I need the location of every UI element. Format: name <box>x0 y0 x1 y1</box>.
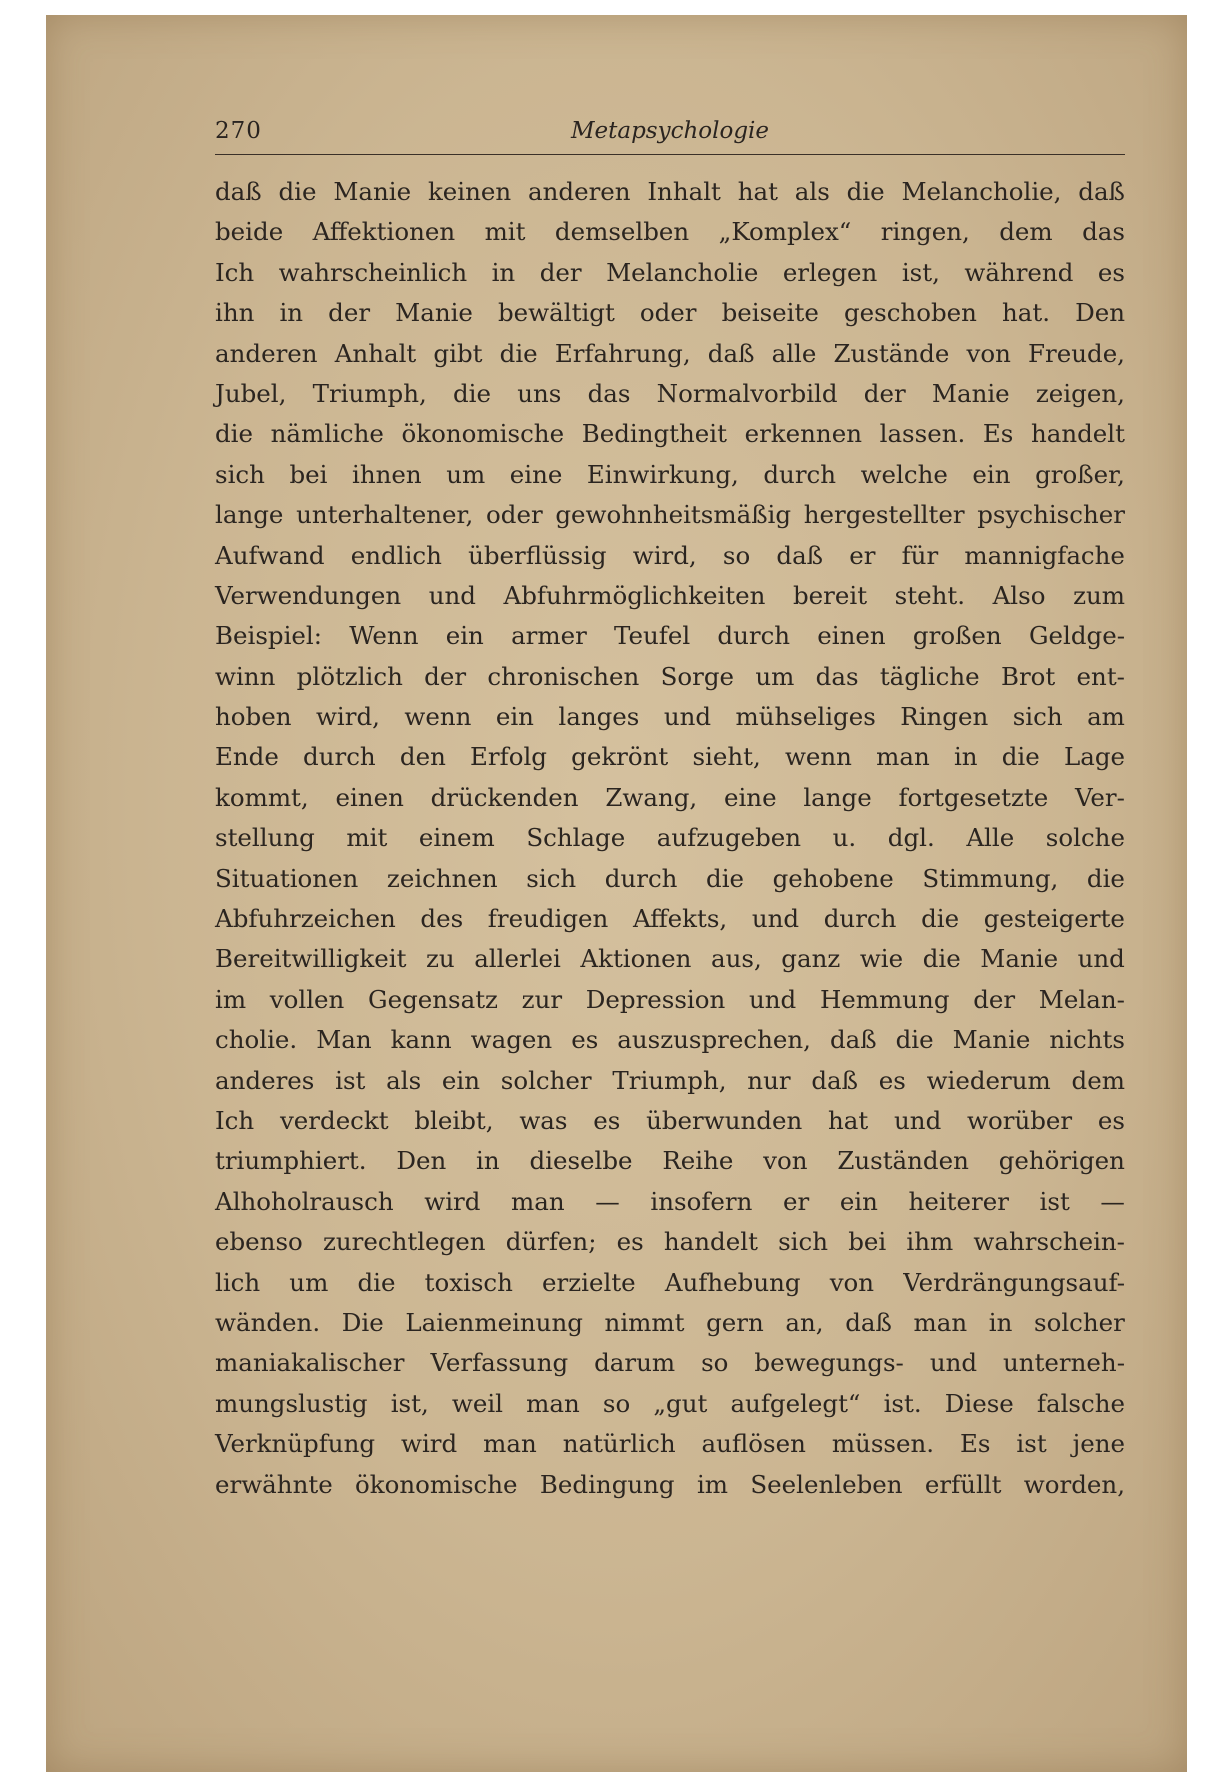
text-line: Jubel, Triumph, die uns das Normalvorbild der Manie zeigen, <box>215 378 1125 408</box>
text-line: Ende durch den Erfolg gekrönt sieht, wenn man in die Lage <box>215 742 1125 772</box>
text-line: beide Affektionen mit demselben „Komplex“ ringen, dem das <box>215 217 1125 247</box>
text-line: Alhoholrausch wird man — insofern er ein heiterer ist — <box>215 1186 1125 1216</box>
text-line: lich um die toxisch erzielte Aufhebung von Verdrängungsauf- <box>215 1267 1125 1297</box>
text-line: lange unterhaltener, oder gewohnheitsmäßig hergestellter psychischer <box>215 500 1125 530</box>
text-line: die nämliche ökonomische Bedingtheit erkennen lassen. Es handelt <box>215 419 1125 449</box>
text-line: Aufwand endlich überflüssig wird, so daß er für mannigfache <box>215 540 1125 570</box>
header-rule <box>215 154 1125 155</box>
text-line: Verwendungen und Abfuhrmöglichkeiten bereit steht. Also zum <box>215 580 1125 610</box>
text-line: Ich verdeckt bleibt, was es überwunden hat und worüber es <box>215 1105 1125 1135</box>
text-line: cholie. Man kann wagen es auszusprechen, daß die Manie nichts <box>215 1025 1125 1055</box>
text-line: Verknüpfung wird man natürlich auflösen müssen. Es ist jene <box>215 1429 1125 1459</box>
body-text <box>215 172 1125 1505</box>
text-line: anderes ist als ein solcher Triumph, nur daß es wiederum dem <box>215 1065 1125 1095</box>
text-line: Bereitwilligkeit zu allerlei Aktionen aus, ganz wie die Manie und <box>215 944 1125 974</box>
text-line: triumphiert. Den in dieselbe Reihe von Zuständen gehörigen <box>215 1146 1125 1176</box>
page-number: 270 <box>215 118 262 144</box>
text-line: ebenso zurechtlegen dürfen; es handelt sich bei ihm wahrschein- <box>215 1227 1125 1257</box>
page-header <box>215 118 1125 154</box>
text-line: daß die Manie keinen anderen Inhalt hat als die Melancholie, daß <box>215 177 1125 206</box>
text-line: ihn in der Manie bewältigt oder beiseite geschoben hat. Den <box>215 298 1125 328</box>
text-line: maniakalischer Verfassung darum so bewegungs- und unterneh- <box>215 1348 1125 1378</box>
text-line: anderen Anhalt gibt die Erfahrung, daß alle Zustände von Freude, <box>215 338 1125 368</box>
text-line: wänden. Die Laienmeinung nimmt gern an, daß man in solcher <box>215 1307 1125 1337</box>
text-line: mungslustig ist, weil man so „gut aufgelegt“ ist. Diese falsche <box>215 1388 1125 1418</box>
text-line: hoben wird, wenn ein langes und mühseliges Ringen sich am <box>215 702 1125 732</box>
text-line: Ich wahrscheinlich in der Melancholie erlegen ist, während es <box>215 257 1125 287</box>
text-line: Situationen zeichnen sich durch die gehobene Stimmung, die <box>215 863 1125 893</box>
text-line: kommt, einen drückenden Zwang, eine lange fortgesetzte Ver- <box>215 782 1125 812</box>
running-title: Metapsychologie <box>570 118 770 144</box>
text-line: Beispiel: Wenn ein armer Teufel durch einen großen Geldge- <box>215 621 1125 651</box>
text-line: sich bei ihnen um eine Einwirkung, durch welche ein großer, <box>215 459 1125 489</box>
text-line: im vollen Gegensatz zur Depression und Hemmung der Melan- <box>215 984 1125 1014</box>
text-line: stellung mit einem Schlage aufzugeben u. dgl. Alle solche <box>215 823 1125 853</box>
text-line: Abfuhrzeichen des freudigen Affekts, und durch die gesteigerte <box>215 904 1125 934</box>
text-line: erwähnte ökonomische Bedingung im Seelenleben erfüllt worden, <box>215 1469 1125 1499</box>
text-line: winn plötzlich der chronischen Sorge um das tägliche Brot ent- <box>215 661 1125 691</box>
